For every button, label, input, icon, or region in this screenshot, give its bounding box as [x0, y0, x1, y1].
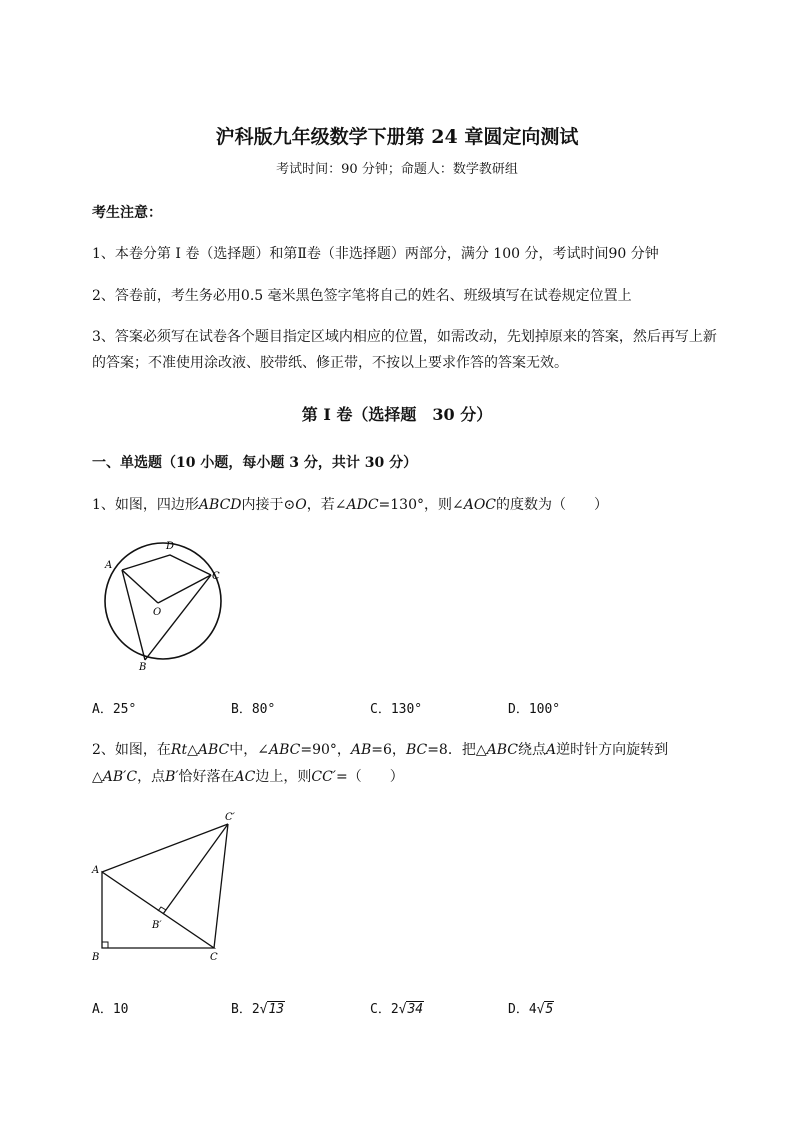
- label-c: C: [212, 571, 220, 582]
- label-d: D: [166, 541, 175, 552]
- exam-info: 考试时间：90 分钟；命题人：数学教研组: [276, 162, 518, 177]
- sqrt-sign: √: [398, 1002, 407, 1017]
- q2-option-c[interactable]: C．2√34: [370, 1002, 424, 1017]
- segment-oc: [158, 575, 211, 603]
- q1-option-c[interactable]: C．130°: [370, 702, 423, 717]
- quad-abcd: [122, 555, 211, 575]
- label-a: A: [105, 560, 113, 571]
- q2-option-b[interactable]: B．2√13: [231, 1002, 285, 1017]
- segment-ac-prime: [102, 824, 228, 872]
- label-a: A: [92, 865, 100, 876]
- notice-item-3: 3、答案必须写在试卷各个题目指定区域内相应的位置，如需改动，先划掉原来的答案，然后再写上新: [92, 329, 717, 345]
- section-title: 第 I 卷（选择题 30 分）: [301, 405, 493, 424]
- segment-c-prime-c: [214, 824, 228, 948]
- label-c: C: [210, 952, 218, 963]
- sqrt-sign: √: [536, 1002, 545, 1017]
- question-2-text-line2: △AB′C，点B′恰好落在AC边上，则CC′=（ ）: [92, 769, 404, 785]
- segment-ab: [122, 570, 145, 660]
- label-b-prime: B′: [152, 920, 162, 931]
- notice-heading: 考生注意：: [92, 205, 162, 221]
- question-2-figure: [88, 810, 248, 970]
- right-angle-b: [102, 942, 108, 948]
- part-title: 一、单选题（10 小题，每小题 3 分，共计 30 分）: [92, 455, 418, 471]
- label-b: B: [92, 952, 100, 963]
- label-o: O: [153, 607, 162, 618]
- notice-item-2: 2、答卷前，考生务必用0.5 毫米黑色签字笔将自己的姓名、班级填写在试卷规定位置上: [92, 288, 632, 304]
- q1-option-a[interactable]: A．25°: [92, 702, 137, 717]
- q2-option-d[interactable]: D．4√5: [508, 1002, 554, 1017]
- question-1-figure: [95, 535, 235, 675]
- q1-option-d[interactable]: D．100°: [508, 702, 561, 717]
- question-2-text-line1: 2、如图，在Rt△ABC中，∠ABC=90°，AB=6，BC=8．把△ABC绕点A逆时针方向旋转到: [92, 742, 669, 758]
- question-1-text: 1、如图，四边形ABCD内接于⊙O，若∠ADC=130°，则∠AOC的度数为（ ）: [92, 497, 609, 513]
- label-b: B: [139, 662, 147, 673]
- notice-item-1: 1、本卷分第 I 卷（选择题）和第Ⅱ卷（非选择题）两部分，满分 100 分，考试时间90 分钟: [92, 246, 659, 262]
- segment-ao: [122, 570, 158, 603]
- page-title: 沪科版九年级数学下册第 24 章圆定向测试: [215, 126, 579, 148]
- q2-option-a[interactable]: A．10: [92, 1002, 129, 1017]
- q1-option-b[interactable]: B．80°: [231, 702, 276, 717]
- segment-b-prime-c-prime: [163, 824, 228, 914]
- notice-item-3-cont: 的答案；不准使用涂改液、胶带纸、修正带，不按以上要求作答的答案无效。: [92, 355, 568, 371]
- sqrt-sign: √: [259, 1002, 268, 1017]
- triangle-abc: [102, 872, 214, 948]
- label-c-prime: C′: [225, 812, 235, 823]
